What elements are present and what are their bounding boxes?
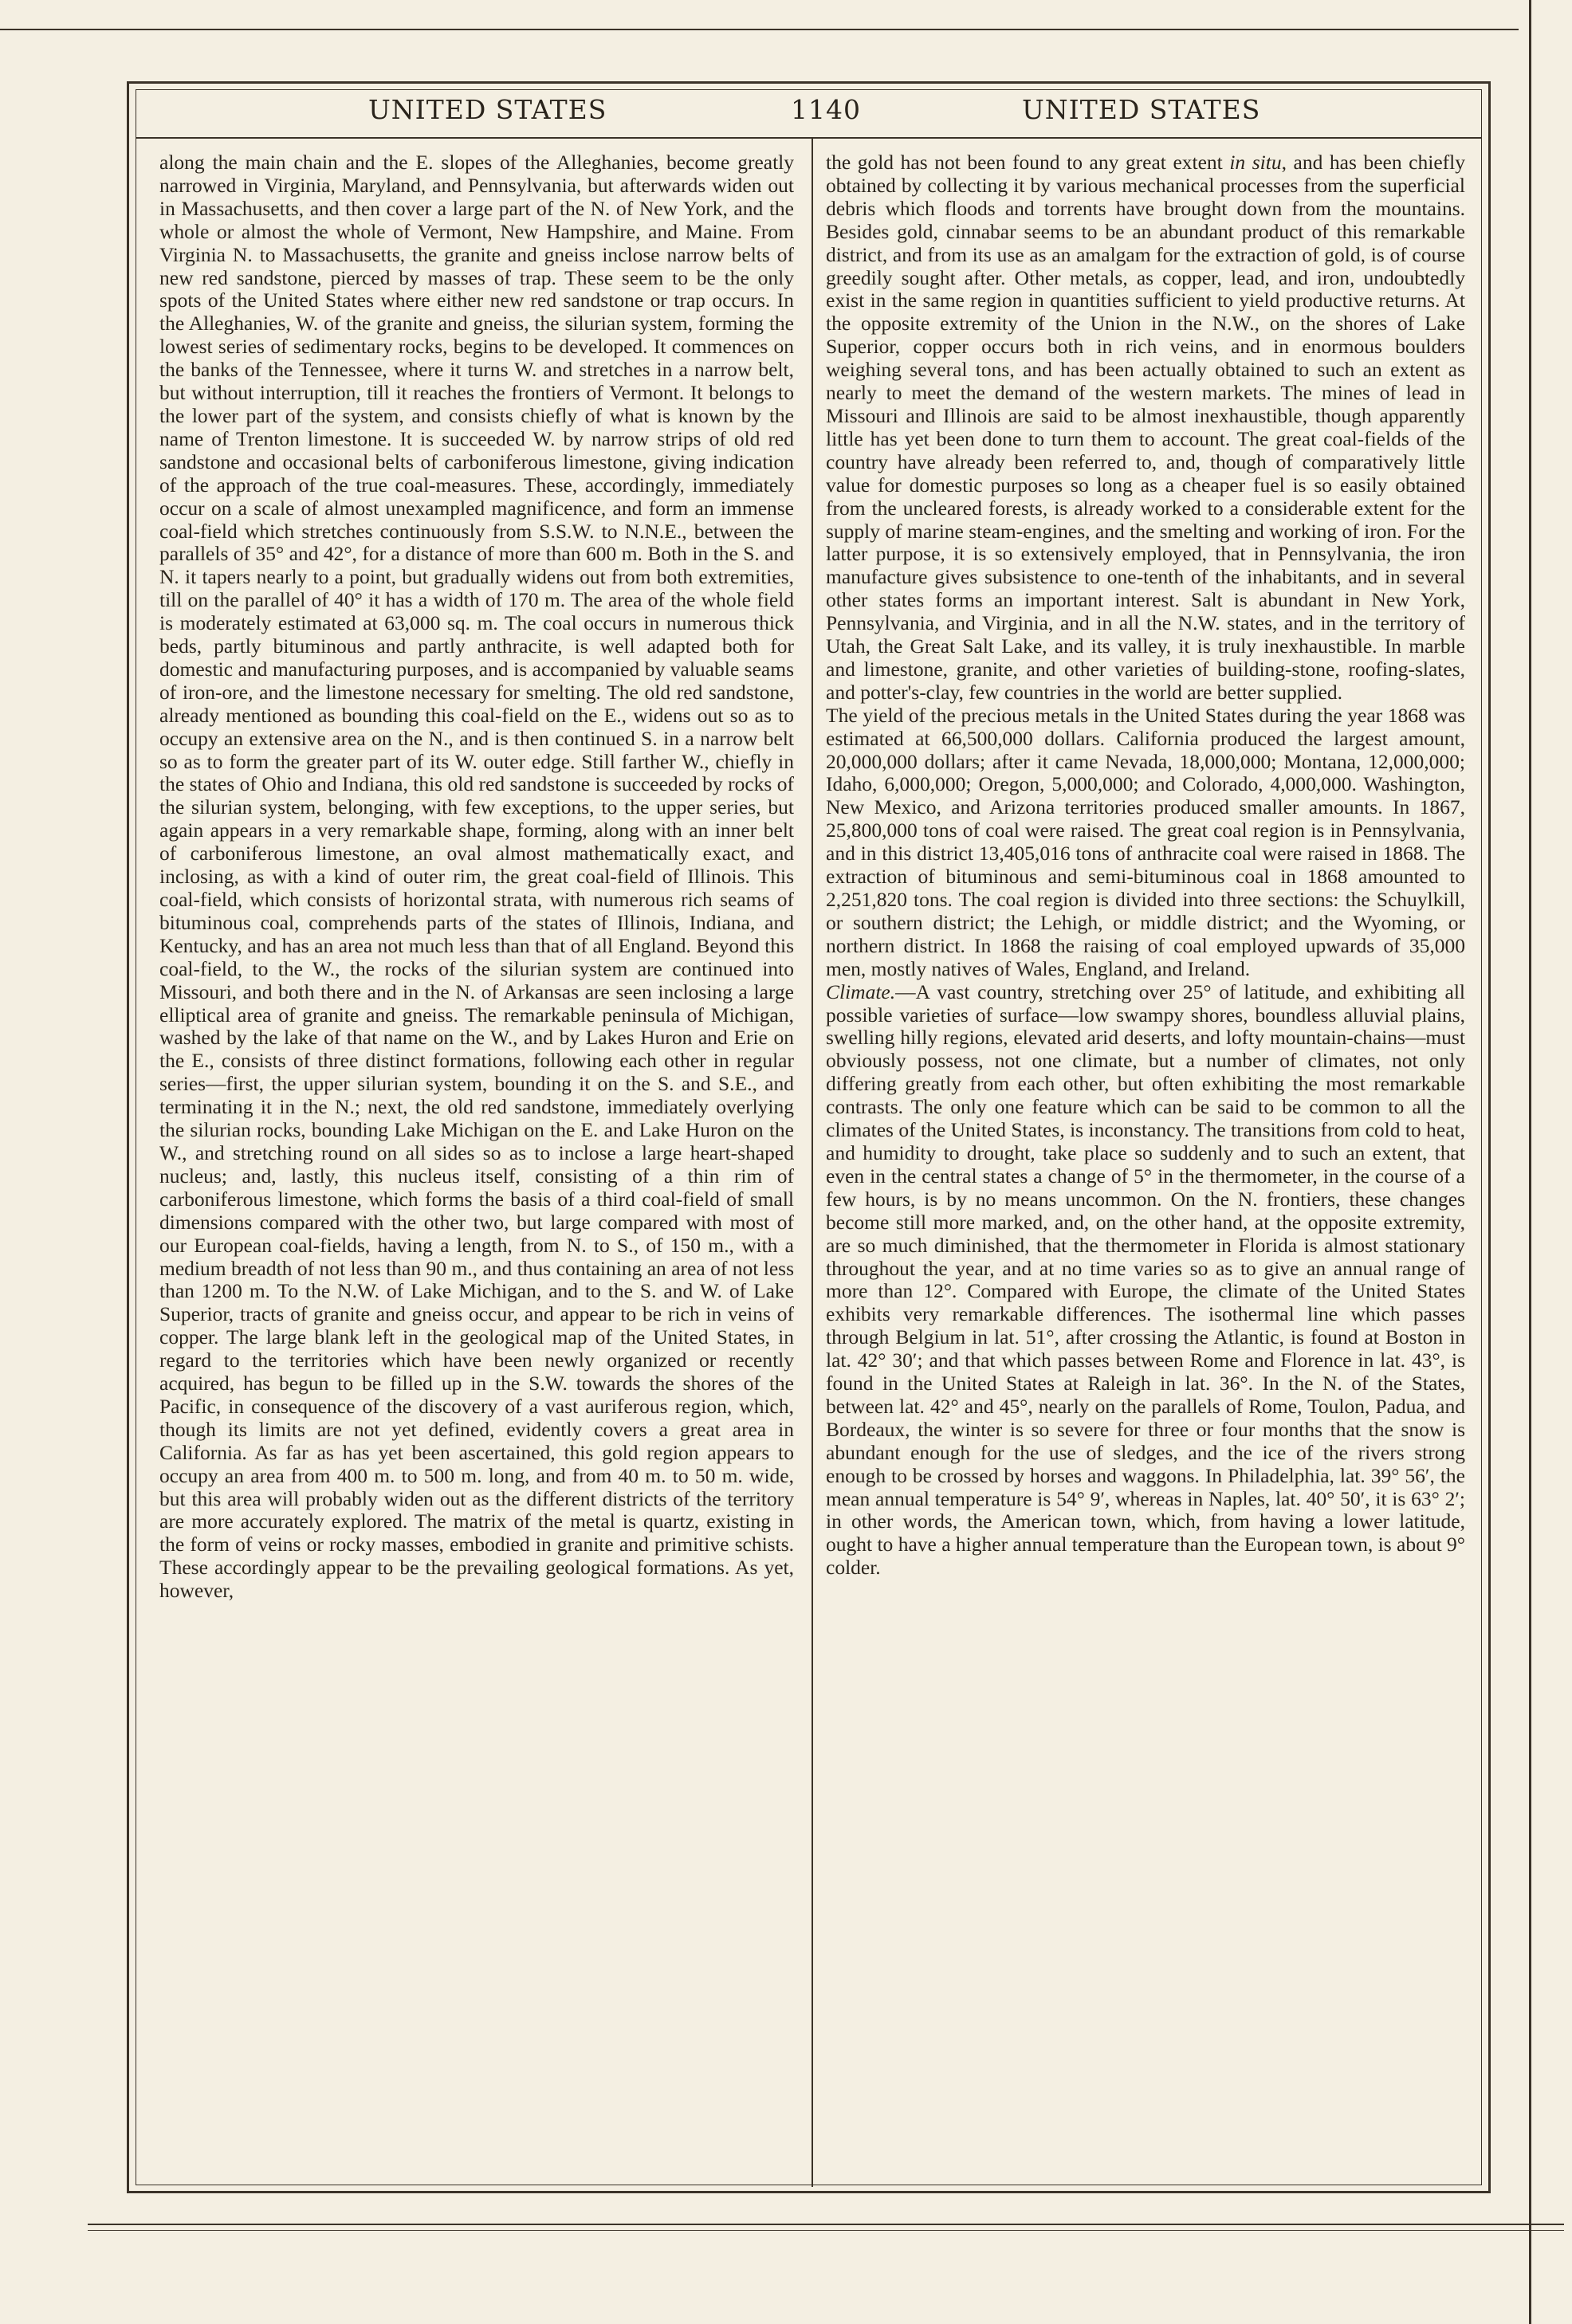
column-divider	[812, 139, 813, 2187]
climate-heading: Climate.	[826, 979, 896, 1003]
left-paragraph-1: along the main chain and the E. slopes of the Alleghanies, become greatly narrowed in Virginia, Maryland, and Pennsylvania, but afterwards widen out in Massachusetts, and then cover a large part of the N. of New York, and the whole or almost the whole of Vermont, New Hampshire, and Maine. From Virginia N. to Massachusetts, the granite and gneiss inclose narrow belts of new red sandstone, pierced by masses of trap. These seem to be the only spots of the United States where either new red sandstone or trap occurs. In the Alleghanies, W. of the granite and gneiss, the silurian system, forming the lowest series of sedimentary rocks, begins to be developed. It commences on the banks of the Tennessee, where it turns W. and stretches in a narrow belt, but without interruption, till it reaches the frontiers of Vermont. It belongs to the lower part of the system, and consists chiefly of what is known by the name of Trenton limestone. It is succeeded W. by narrow strips of old red sandstone and occasional belts of carboniferous limestone, giving indication of the approach of the true coal-measures. These, accordingly, immediately occur on a scale of almost unexampled magnificence, and form an immense coal-field which stretches continuously from S.S.W. to N.N.E., between the parallels of 35° and 42°, for a distance of more than 600 m. Both in the S. and N. it tapers nearly to a point, but gradually widens out from both extremities, till on the parallel of 40° it has a width of 170 m. The area of the whole field is moderately estimated at 63,000 sq. m. The coal occurs in numerous thick beds, partly bituminous and partly anthracite, is well adapted both for domestic and manufacturing purposes, and is accompanied by valuable seams of iron-ore, and the limestone necessary for smelting. The old red sandstone, already mentioned as bounding this coal-field on the E., widens out so as to occupy an extensive area on the N., and is then continued S. in a narrow belt so as to form the greater part of its W. outer edge. Still farther W., chiefly in the states of Ohio and Indiana, this old red sandstone is succeeded by rocks of the silurian system, belonging, with few exceptions, to the upper series, but again appears in a very remarkable shape, forming, along with an inner belt of carboniferous limestone, an oval almost mathematically exact, and inclosing, as with a kind of outer rim, the great coal-field of Illinois. This coal-field, which consists of horizontal strata, with numerous rich seams of bituminous coal, comprehends parts of the states of Illinois, Indiana, and Kentucky, and has an area not much less than that of all England. Beyond this coal-field, to the W., the rocks of the silurian system are continued into Missouri, and both there and in the N. of Arkansas are seen inclosing a large elliptical area of granite and gneiss. The remarkable peninsula of Michigan, washed by the lake of that name on the W., and by Lakes Huron and Erie on the E., consists of three distinct formations, following each other in regular series—first, the upper silurian system, bounding it on the S. and S.E., and terminating it in the N.; next, the old red sandstone, immediately overlying the silurian rocks, bounding Lake Michigan on the E. and Lake Huron on the W., and stretching round on all sides so as to inclose a large heart-shaped nucleus; and, lastly, this nucleus itself, consisting of a thin rim of carboniferous limestone, which forms the basis of a third coal-field of small dimensions compared with the other two, but large compared with most of our European coal-fields, having a length, from N. to S., of 150 m., with a medium breadth of not less than 90 m., and thus containing an area of not less than 1200 m. To the N.W. of Lake Michigan, and to the S. and W. of Lake Superior, tracts of granite and gneiss occur, and appear to be rich in veins of copper. The large blank left in the geological map of the United States, in regard to the territories which have been newly organized or recently acquired, has begun to be filled up in the S.W. towards the shores of the Pacific, in consequence of the discovery of a vast auriferous region, which, though its limits are not yet defined, evidently covers a great area in California. As far as has yet been ascertained, this gold region appears to occupy an area from 400 m. to 500 m. long, and from 40 m. to 50 m. wide, but this area will probably widen out as the different districts of the territory are more accurately explored. The matrix of the metal is quartz, existing in the form of veins or rocky masses, embodied in granite and primitive schists. These accordingly appear to be the prevailing geological formations. As yet, however,	[159, 151, 794, 1603]
bottom-rule	[88, 2224, 1564, 2225]
bottom-rule-thin	[88, 2230, 1564, 2231]
right-column	[826, 151, 1465, 2176]
right-paragraph-1-text-a: the gold has not been found to any great extent	[826, 151, 1230, 174]
right-paragraph-1-text-b: , and has been chiefly obtained by collecting it by various mechanical processes from the superficial debris which floods and torrents have brought down from the mountains. Besides gold, cinnabar seems to be an abundant product of this remarkable district, and from its use as an amalgam for the extraction of gold, is of course greedily sought after. Other metals, as copper, lead, and iron, undoubtedly exist in the same region in quantities sufficient to yield productive returns. At the opposite extremity of the Union in the N.W., on the shores of Lake Superior, copper occurs both in rich veins, and in enormous boulders weighing several tons, and has been actually obtained to such an extent as nearly to meet the demand of the western markets. The mines of lead in Missouri and Illinois are said to be almost inexhaustible, though apparently little has yet been done to turn them to account. The great coal-fields of the country have already been referred to, and, though of comparatively little value for domestic purposes so long as a cheaper fuel is so easily obtained from the uncleared forests, is already worked to a considerable extent for the supply of marine steam-engines, and the smelting and working of iron. For the latter purpose, it is so extensively employed, that in Pennsylvania, the iron manufacture gives subsistence to one-tenth of the inhabitants, and in several other states forms an important interest. Salt is abundant in New York, Pennsylvania, and Virginia, and in all the N.W. states, and in the territory of Utah, the Great Salt Lake, and its valley, it is truly inexhaustible. In marble and limestone, granite, and other varieties of building-stone, roofing-slates, and potter's-clay, few countries in the world are better supplied.	[826, 151, 1465, 704]
running-head-left: UNITED STATES	[368, 94, 607, 125]
page-number: 1140	[791, 94, 861, 125]
climate-body: —A vast country, stretching over 25° of latitude, and exhibiting all possible varieties of surface—low swampy shores, boundless alluvial plains, swelling hilly regions, elevated arid deserts, and lofty mountain-chains—must obviously possess, not one climate, but a number of climates, not only differing greatly from each other, but often exhibiting the most remarkable contrasts. The only one feature which can be said to be common to all the climates of the United States, is inconstancy. The transitions from cold to heat, and humidity to drought, take place so suddenly and to such an extent, that even in the central states a change of 5° in the thermometer, in the course of a few hours, is by no means uncommon. On the N. frontiers, these changes become still more marked, and, on the other hand, at the opposite extremity, are so much diminished, that the thermometer in Florida is almost stationary throughout the year, and at no time varies so as to give an annual range of more than 12°. Compared with Europe, the climate of the United States exhibits very remarkable differences. The isothermal line which passes through Belgium in lat. 51°, after crossing the Atlantic, is found at Boston in lat. 42° 30′; and that which passes between Rome and Florence in lat. 43°, is found in the United States at Raleigh in lat. 36°. In the N. of the States, between lat. 42° and 45°, nearly on the parallels of Rome, Toulon, Padua, and Bordeaux, the winter is so severe for three or four months that the snow is abundant enough for the use of sledges, and the ice of the rivers strong enough to be crossed by horses and waggons. In Philadelphia, lat. 39° 56′, the mean annual temperature is 54° 9′, whereas in Naples, lat. 40° 50′, it is 63° 2′; in other words, the American town, which, from having a lower latitude, ought to have a higher annual temperature than the European town, is about 9° colder.	[826, 979, 1465, 1580]
in-situ-italic: in situ	[1229, 151, 1282, 174]
running-head-right: UNITED STATES	[1022, 94, 1261, 125]
right-edge-line	[1529, 0, 1531, 2324]
left-column	[159, 151, 794, 2176]
top-edge-line	[0, 29, 1519, 30]
right-paragraph-1	[826, 151, 1465, 705]
right-paragraph-3	[826, 981, 1465, 1580]
right-paragraph-2: The yield of the precious metals in the United States during the year 1868 was estimated at 66,500,000 dollars. California produced the largest amount, 20,000,000 dollars; after it came Nevada, 18,000,000; Montana, 12,000,000; Idaho, 6,000,000; Oregon, 5,000,000; and Colorado, 4,000,000. Washington, New Mexico, and Arizona territories produced smaller amounts. In 1867, 25,800,000 tons of coal were raised. The great coal region is in Pennsylvania, and in this district 13,405,016 tons of anthracite coal were raised in 1868. The extraction of bituminous and semi-bituminous coal in 1868 amounted to 2,251,820 tons. The coal region is divided into three sections: the Schuylkill, or southern district; the Lehigh, or middle district; and the Wyoming, or northern district. In 1868 the raising of coal employed upwards of 35,000 men, mostly natives of Wales, England, and Ireland.	[826, 703, 1465, 980]
header-rule	[136, 137, 1482, 139]
